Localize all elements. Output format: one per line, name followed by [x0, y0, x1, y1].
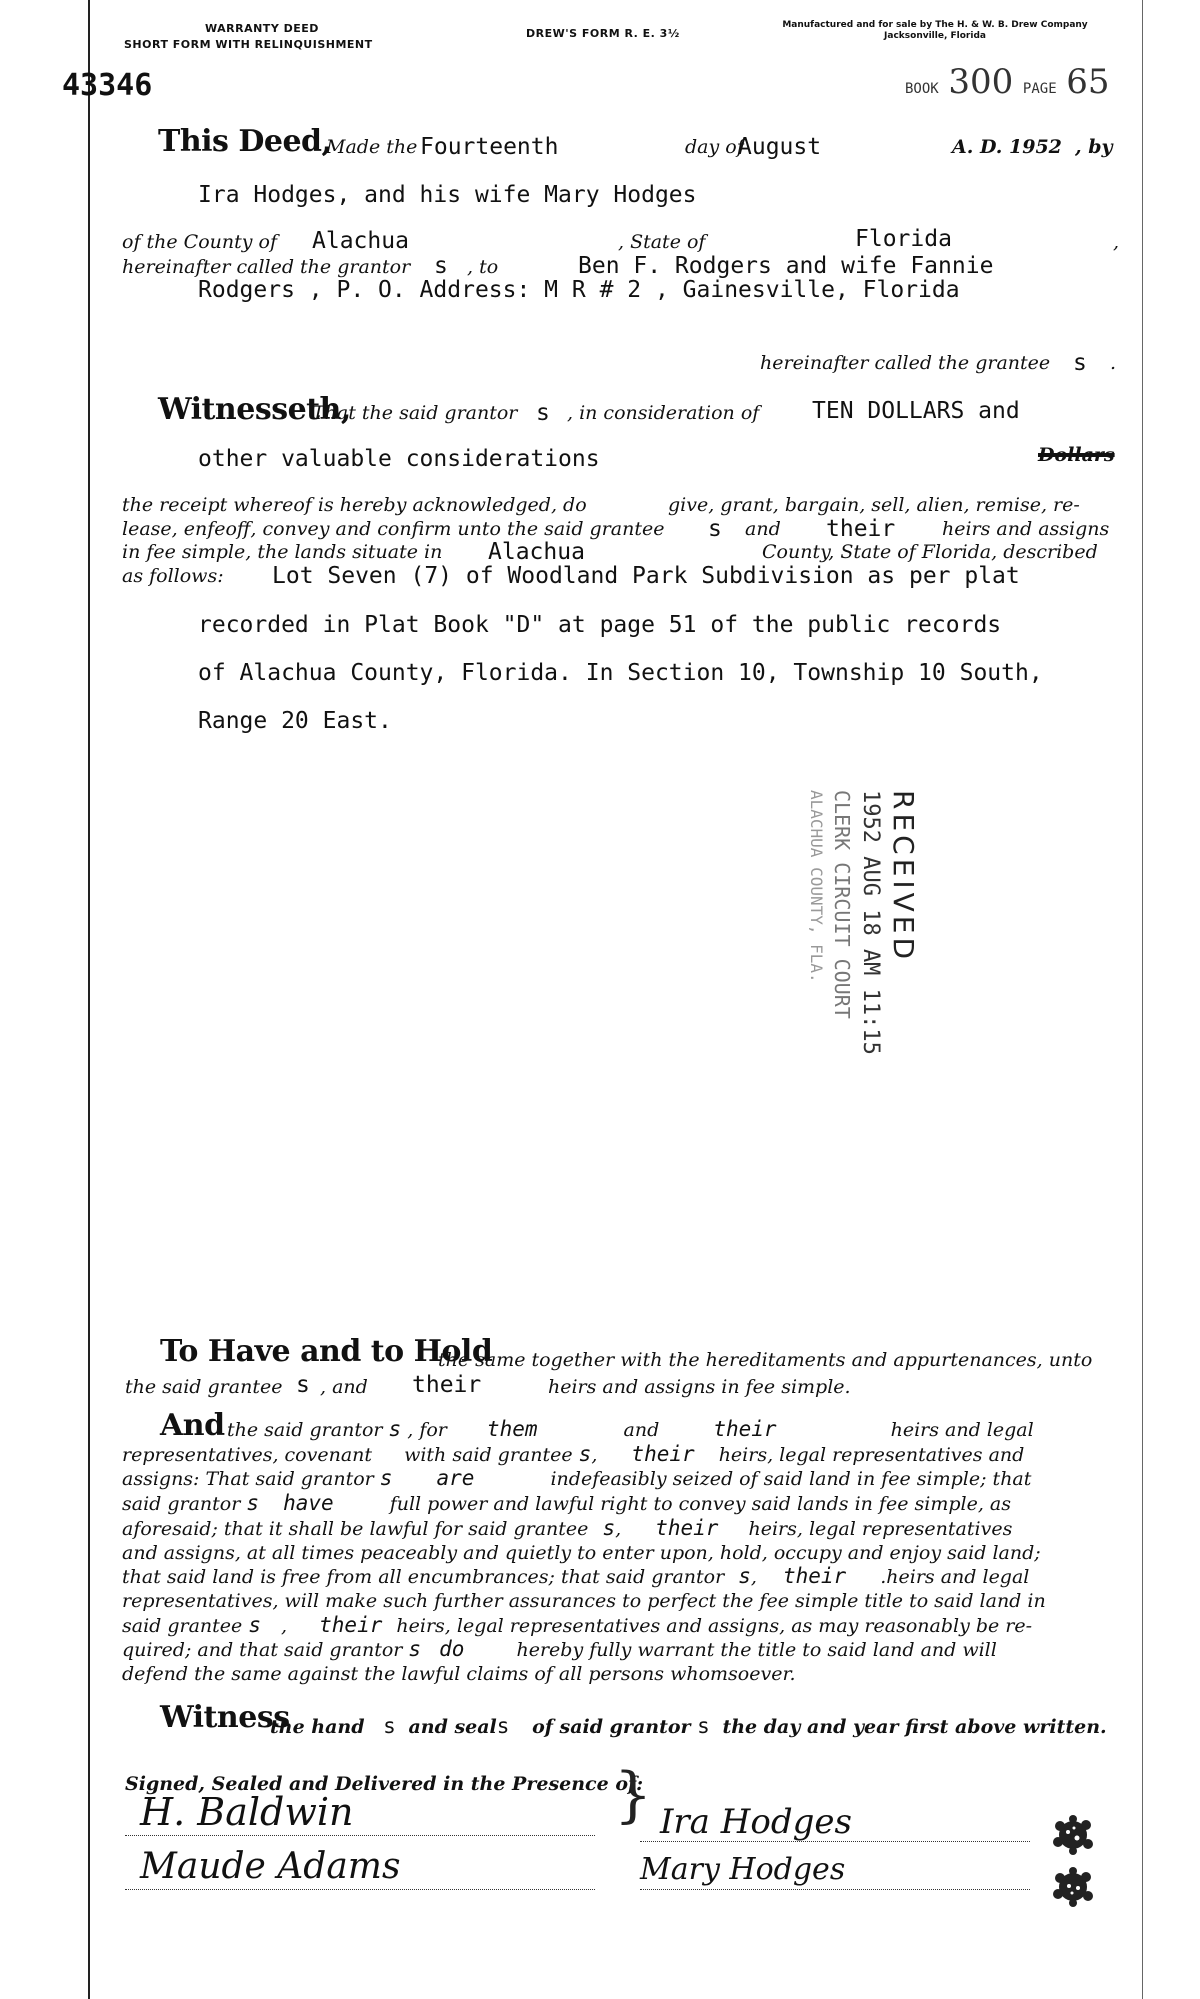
- habendum-and: , and: [320, 1376, 368, 1398]
- grant-line-2-their: their: [826, 516, 896, 542]
- day-of-label: day of: [685, 136, 744, 158]
- legal-description-3: of Alachua County, Florida. In Section 10, Township 10 South,: [198, 660, 1043, 686]
- stamp-received: RECEIVED: [887, 790, 920, 964]
- grantor-line-2: [640, 1888, 1030, 1890]
- page-number: 65: [1066, 62, 1110, 102]
- witness-line-2: [125, 1888, 595, 1890]
- seal-icon: [1050, 1814, 1096, 1856]
- consideration-line-2: other valuable considerations: [198, 446, 600, 472]
- witnesseth-text-a: That the said grantor: [312, 402, 518, 424]
- testimonium-lead: Witness: [160, 1700, 290, 1735]
- seal-icon: [1050, 1866, 1096, 1908]
- witnesseth-s: s: [536, 400, 550, 426]
- grant-line-2-s: s: [708, 516, 722, 542]
- opening-lead: This Deed,: [158, 124, 332, 159]
- covenant-line-5: aforesaid; that it shall be lawful for said grantee s, their heirs, legal representatives: [122, 1515, 1013, 1540]
- deed-type: WARRANTY DEED: [205, 22, 319, 35]
- form-name: DREW'S FORM R. E. 3½: [526, 27, 680, 40]
- grant-line-1-b: give, grant, bargain, sell, alien, remise, re-: [668, 494, 1080, 516]
- grantor-called-label: hereinafter called the grantor: [122, 256, 411, 278]
- publisher-line-1: Manufactured and for sale by The H. & W. B. Drew Company: [782, 20, 1088, 30]
- stamp-clerk: CLERK CIRCUIT COURT: [830, 790, 854, 1019]
- received-stamp: [807, 790, 920, 1055]
- publisher-line-2: Jacksonville, Florida: [884, 31, 986, 41]
- grantor-plural-s: s: [434, 253, 448, 279]
- grant-line-2-and: and: [745, 518, 781, 540]
- grant-line-3-a: in fee simple, the lands situate in: [122, 541, 443, 563]
- habendum-their: their: [412, 1372, 482, 1398]
- presence-label: Signed, Sealed and Delivered in the Presence of:: [125, 1773, 644, 1795]
- book-number: 300: [948, 62, 1014, 102]
- county-value: Alachua: [312, 228, 409, 254]
- covenant-line-9: said grantee s , their heirs, legal representatives and assigns, as may reasonably be re-: [122, 1612, 1033, 1637]
- grantor-names: Ira Hodges, and his wife Mary Hodges: [198, 182, 697, 208]
- witnesseth-lead: Witnesseth,: [158, 392, 351, 427]
- county-label: of the County of: [122, 231, 277, 253]
- habendum-s: s: [296, 1372, 310, 1398]
- covenant-line-7: that said land is free from all encumbrances; that said grantor s, their .heirs and legal: [122, 1564, 1030, 1589]
- habendum-lead: To Have and to Hold: [160, 1334, 493, 1369]
- covenant-line-6: and assigns, at all times peaceably and quietly to enter upon, hold, occupy and enjoy said land;: [122, 1541, 1041, 1564]
- grant-line-1-a: the receipt whereof is hereby acknowledged, do: [122, 494, 587, 516]
- covenant-lead: And: [160, 1408, 225, 1443]
- deed-subtitle: SHORT FORM WITH RELINQUISHMENT: [124, 38, 373, 51]
- county-line-comma: ,: [1113, 231, 1120, 253]
- state-label: , State of: [618, 231, 706, 253]
- by-label: , by: [1075, 136, 1113, 158]
- covenant-line-2: representatives, covenant with said grantee s, their heirs, legal representatives and: [122, 1441, 1025, 1466]
- consideration-line-1: TEN DOLLARS and: [812, 398, 1020, 424]
- page-left-border: [88, 0, 90, 1999]
- habendum-text-d: heirs and assigns in fee simple.: [548, 1376, 851, 1398]
- publisher-info: [750, 20, 1120, 42]
- habendum-text-a: the same together with the hereditaments and appurtenances, unto: [438, 1349, 1093, 1371]
- stamp-date: 1952 AUG 18 AM 11:15: [858, 790, 883, 1055]
- grantor-line-1: [640, 1840, 1030, 1842]
- covenant-line-11: defend the same against the lawful claims of all persons whomsoever.: [122, 1663, 796, 1686]
- grantor-signature-1: Ira Hodges: [660, 1802, 852, 1842]
- witnesseth-text-b: , in consideration of: [567, 402, 760, 424]
- grant-line-3-b: County, State of Florida, described: [762, 541, 1098, 563]
- to-label: , to: [467, 256, 499, 278]
- covenant-line-10: quired; and that said grantor s do hereby fully warrant the title to said land and will: [122, 1637, 997, 1662]
- document-number: 43346: [62, 68, 153, 103]
- grantee-called-period: .: [1110, 352, 1117, 374]
- page-right-border: [1142, 0, 1143, 1999]
- legal-description-4: Range 20 East.: [198, 708, 392, 734]
- struck-dollars: Dollars: [1038, 444, 1115, 466]
- covenant-line-1: the said grantor s , for them and their heirs and legal: [227, 1417, 1034, 1441]
- ad-year: A. D. 1952: [952, 136, 1062, 158]
- grant-line-2-a: lease, enfeoff, convey and confirm unto the said grantee: [122, 518, 665, 540]
- witness-signature-1: H. Baldwin: [140, 1790, 354, 1834]
- month-value: August: [738, 134, 822, 160]
- grantee-names-line-2: Rodgers , P. O. Address: M R # 2 , Gainesville, Florida: [198, 277, 960, 303]
- grantor-signature-2: Mary Hodges: [640, 1852, 846, 1887]
- covenant-paragraph: [122, 1418, 1122, 1687]
- covenant-line-3: assigns: That said grantor s are indefeasibly seized of said land in fee simple; that: [122, 1466, 1032, 1491]
- stamp-county: ALACHUA COUNTY, FLA.: [807, 790, 826, 983]
- grantee-called-label: hereinafter called the grantee: [760, 352, 1051, 374]
- grant-line-2-heirs: heirs and assigns: [942, 518, 1110, 540]
- grant-line-4-a: as follows:: [122, 565, 224, 587]
- testimonium-text: the hand s and seals of said grantor s the day and year first above written.: [270, 1714, 1107, 1738]
- legal-description-2: recorded in Plat Book "D" at page 51 of the public records: [198, 612, 1002, 638]
- state-value: Florida: [855, 226, 952, 252]
- signature-bracket: }: [614, 1760, 653, 1830]
- grantee-plural-s: s: [1073, 350, 1087, 376]
- day-value: Fourteenth: [420, 134, 559, 160]
- witness-signature-2: Maude Adams: [140, 1846, 401, 1887]
- grantee-names-line-1: Ben F. Rodgers and wife Fannie: [578, 253, 994, 279]
- book-page-reference: [905, 62, 1110, 102]
- witness-line-1: [125, 1834, 595, 1836]
- grant-line-3-county: Alachua: [488, 539, 585, 565]
- covenant-line-8: representatives, will make such further assurances to perfect the fee simple title to said land in: [122, 1589, 1046, 1612]
- habendum-text-b: the said grantee: [125, 1376, 283, 1398]
- covenant-line-4: said grantor s have full power and lawful right to convey said lands in fee simple, as: [122, 1491, 1011, 1516]
- made-the-label: Made the: [326, 136, 418, 158]
- legal-description-1: Lot Seven (7) of Woodland Park Subdivision as per plat: [272, 563, 1020, 589]
- page-label: PAGE: [1022, 81, 1057, 97]
- book-label: BOOK: [905, 81, 939, 97]
